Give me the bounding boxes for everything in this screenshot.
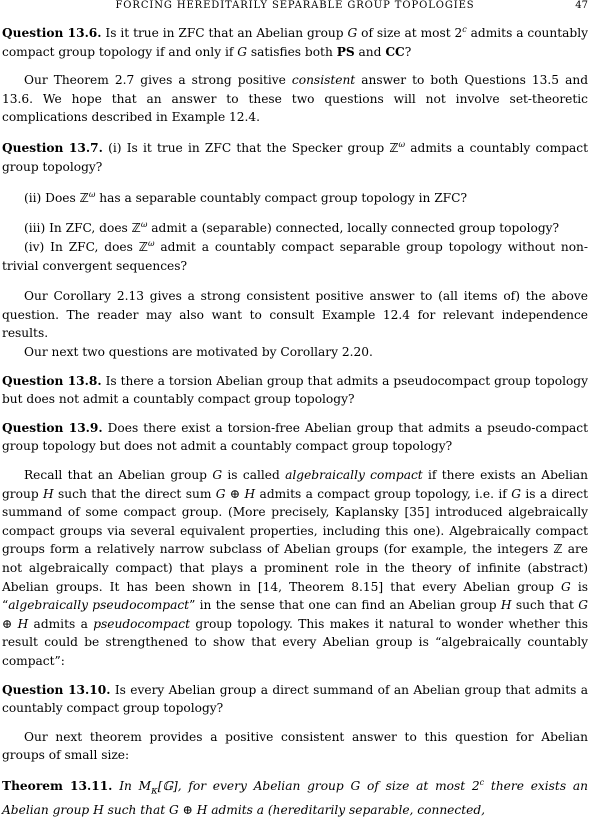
- math-symbol: H: [500, 598, 512, 613]
- property-cc: CC: [385, 44, 405, 59]
- math-superscript: ω: [140, 220, 148, 230]
- text: and: [354, 44, 386, 59]
- text: (ii) Does: [24, 190, 80, 205]
- math-superscript: c: [462, 24, 467, 34]
- paragraph: [2, 71, 588, 127]
- question-13-9: [2, 419, 588, 456]
- body-text: [2, 24, 588, 820]
- math-superscript: c: [479, 778, 485, 788]
- math-symbol: ℤ: [79, 190, 89, 205]
- math-expression: G ⊕ H: [2, 598, 588, 631]
- theorem-text: In M: [112, 779, 152, 794]
- paragraph: Our next theorem provides a positive consistent answer to this question for Abelian groups of small size:: [2, 729, 588, 763]
- question-13-10: [2, 681, 588, 718]
- math-symbol: G: [237, 44, 247, 59]
- math-superscript: ω: [398, 140, 406, 150]
- text: Is there a torsion Abelian group that admits a pseudocompact group topology but does not admit a countably compact group topology?: [2, 373, 588, 407]
- math-symbol: ℤ: [389, 141, 399, 156]
- theorem-text: there exists an Abelian group H such that G ⊕ H admits a (hereditarily separable, connected,: [2, 779, 588, 818]
- paragraph: Our next two questions are motivated by Corollary 2.20.: [24, 345, 373, 360]
- text: admits a countably compact group topology if and only if: [2, 26, 588, 59]
- question-label: Question 13.9.: [2, 420, 103, 435]
- question-13-7-iii: [2, 219, 588, 238]
- math-symbol: ℤ: [131, 221, 141, 236]
- math-symbol: G: [560, 579, 571, 594]
- text: ” in the sense that one can find an Abelian group: [189, 598, 501, 613]
- text: group topology. This makes it natural to wonder whether this result could be strengthened to show that every Abelian group is “algebraically countably compact”:: [2, 616, 588, 668]
- text: Recall that an Abelian group: [24, 468, 213, 483]
- question-13-7-iv: [2, 238, 588, 275]
- question-label: Question 13.10.: [2, 682, 111, 697]
- math-symbol: H: [43, 486, 54, 501]
- math-symbol: G: [511, 486, 521, 501]
- emphasis: algebraically compact: [285, 468, 423, 483]
- math-subscript: κ: [151, 785, 158, 797]
- paragraph: Our Corollary 2.13 gives a strong consistent positive answer to (all items of) the above question. The reader may also want to consult Example 12.4 for relevant independence results.: [2, 289, 588, 341]
- question-13-7-ii: [2, 189, 588, 208]
- math-expression: G ⊕ H: [215, 486, 256, 501]
- math-symbol: ℤ: [553, 542, 563, 557]
- math-symbol: G: [347, 26, 358, 40]
- text: Is it true in ZFC that an Abelian group: [101, 26, 348, 40]
- text: admits a compact group topology, i.e. if: [255, 486, 512, 501]
- question-label: Question 13.7.: [2, 141, 103, 156]
- question-13-7: [2, 139, 588, 176]
- theorem-text: [𝔾], for every Abelian group G of size at most 2: [157, 779, 480, 794]
- text: is called: [222, 468, 286, 483]
- text: satisfies both: [247, 44, 337, 59]
- page-number: 47: [575, 0, 588, 11]
- text: (i) Is it true in ZFC that the Specker group: [102, 141, 390, 156]
- math-symbol: G: [212, 468, 223, 483]
- text: are not algebraically compact) that plays a prominent role in the theory of infinite (abstract) Abelian groups. It has been shown in [14, Theorem 8.15] that every Abelian group: [2, 542, 588, 594]
- text: has a separable countably compact group topology in ZFC?: [95, 190, 467, 205]
- paragraph-algebraically-compact: [2, 466, 588, 671]
- text: admits a: [28, 616, 94, 631]
- emphasis: pseudocompact: [93, 616, 190, 631]
- question-label: Question 13.6.: [2, 26, 102, 40]
- text: of size at most 2: [357, 26, 463, 40]
- text: answer to both Questions 13.5 and 13.6. We hope that an answer to these two questions will not involve set-theoretic complications described in Example 12.4.: [2, 73, 588, 125]
- text: such that: [511, 598, 579, 613]
- theorem-13-11: [2, 777, 588, 820]
- text: is “: [2, 579, 588, 613]
- text: (iv) In ZFC, does: [24, 239, 139, 254]
- math-symbol: ℤ: [138, 239, 148, 254]
- math-superscript: ω: [147, 238, 155, 248]
- theorem-label: Theorem 13.11.: [2, 779, 113, 794]
- text: such that the direct sum: [53, 486, 216, 501]
- text: Is every Abelian group a direct summand of an Abelian group that admits a countably compact group topology?: [2, 682, 588, 716]
- text: Our Theorem 2.7 gives a strong positive: [24, 73, 292, 88]
- property-ps: PS: [336, 44, 355, 59]
- question-13-6: [2, 24, 588, 61]
- emphasis: consistent: [291, 73, 356, 88]
- text: admits a countably compact group topology?: [2, 141, 588, 174]
- text: Does there exist a torsion-free Abelian group that admits a pseudo-compact group topology but does not admit a countably compact group topology?: [2, 420, 588, 454]
- emphasis: algebraically pseudocompact: [8, 598, 190, 613]
- text: if there exists an Abelian group: [2, 468, 588, 501]
- text: (iii) In ZFC, does: [24, 221, 132, 236]
- math-superscript: ω: [88, 189, 96, 199]
- text: admit a countably compact separable group topology without non-trivial convergent sequences?: [2, 239, 588, 273]
- question-13-8: [2, 372, 588, 409]
- text: ?: [404, 44, 412, 59]
- running-title: FORCING HEREDITARILY SEPARABLE GROUP TOPOLOGIES: [115, 0, 475, 11]
- question-label: Question 13.8.: [2, 373, 102, 388]
- text: admit a (separable) connected, locally connected group topology?: [147, 221, 560, 236]
- running-header: [0, 0, 590, 14]
- text: is a direct summand of some compact group. (More precisely, Kaplansky [35] introduced algebraically compact groups via several equivalent properties, including this one). Algebraically compact groups form a relatively narrow subclass of Abelian groups (for example, the integers: [2, 486, 588, 557]
